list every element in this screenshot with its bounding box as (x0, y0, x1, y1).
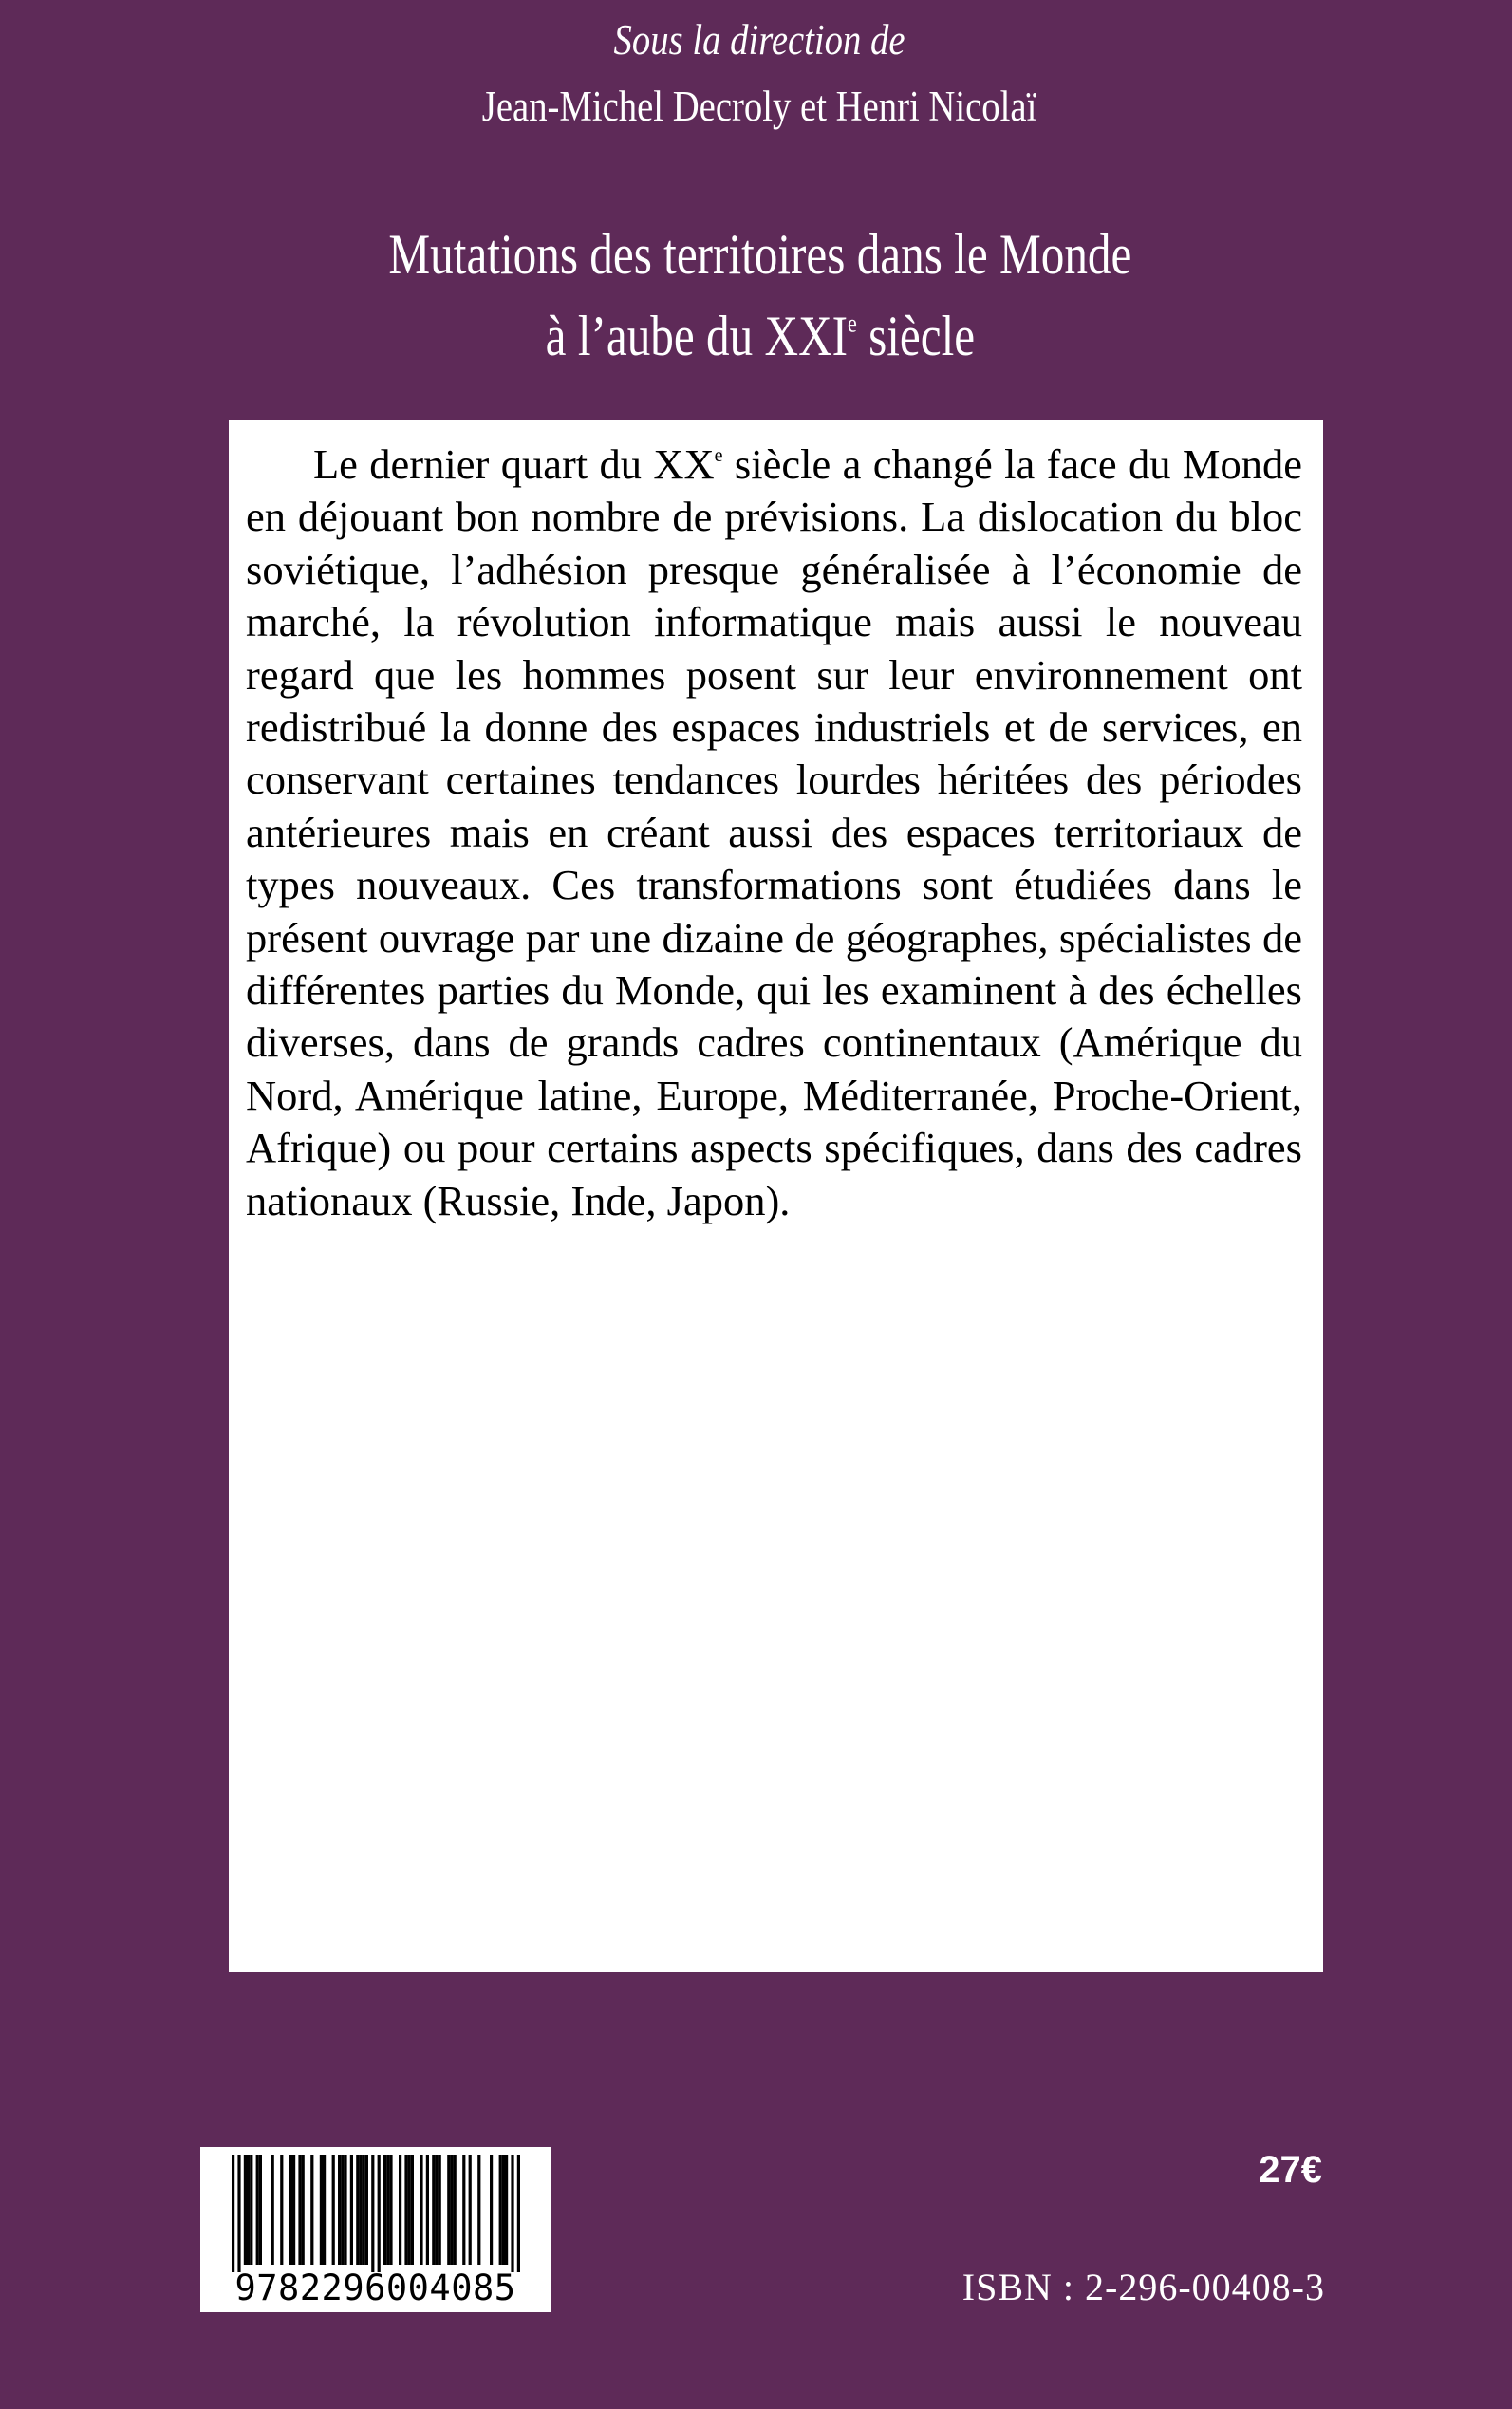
barcode-bar (344, 2155, 346, 2265)
blurb-start: Le dernier quart du XX (313, 440, 715, 488)
barcode-bar (259, 2155, 262, 2265)
isbn: ISBN : 2-296-00408-3 (961, 2266, 1325, 2308)
barcode-bar (411, 2155, 414, 2265)
barcode-bar (289, 2155, 292, 2265)
barcode-bar (298, 2155, 301, 2265)
barcode-bar (256, 2155, 259, 2265)
barcode-bar (499, 2155, 502, 2265)
barcode (200, 2147, 551, 2312)
barcode-bar (350, 2155, 353, 2265)
barcode-bar (502, 2155, 505, 2265)
barcode-bar (320, 2155, 323, 2265)
barcode-bar (511, 2155, 513, 2272)
title-superscript: e (847, 308, 857, 338)
barcode-bar (338, 2155, 341, 2265)
barcode-bar (408, 2155, 411, 2265)
book-title-line-2 (140, 305, 1380, 367)
barcode-bars (200, 2147, 551, 2272)
barcode-bar (454, 2155, 457, 2265)
barcode-bar (363, 2155, 365, 2265)
editors-names: Jean-Michel Decroly et Henri Nicolaï (481, 83, 1037, 130)
barcode-bar (426, 2155, 429, 2265)
barcode-bar (323, 2155, 326, 2265)
barcode-bar (237, 2155, 240, 2272)
barcode-bar (399, 2155, 401, 2265)
barcode-bar (420, 2155, 422, 2265)
barcode-bar (435, 2155, 438, 2265)
barcode-bar (280, 2155, 283, 2265)
barcode-bar (404, 2155, 407, 2265)
barcode-bar (469, 2155, 472, 2265)
title-text: à l’aube du XXI (545, 305, 848, 367)
barcode-bar (447, 2155, 450, 2265)
barcode-bar (389, 2155, 392, 2265)
barcode-bar (371, 2155, 374, 2272)
blurb-rest: siècle a changé la face du Monde en déjouant bon nombre de prévisions. La dislocation du bloc soviétique, l’adhésion presque généralisée à l’économie de marché, la révolution informatique mais aussi le nouveau regard que les hommes posent sur leur environnement ont redistribué la donne des espaces industriels et de services, en conservant certaines tendances lourdes héritées des périodes antérieures mais en créant aussi des espaces territoriaux de types nouveaux. Ces transformations sont étudiées dans le présent ouvrage par une dizaine de géographes, spécialistes de différentes parties du Monde, qui les examinent à des échelles diverses, dans de grands cadres continentaux (Amérique du Nord, Amérique latine, Europe, Méditerranée, Proche-Orient, Afrique) ou pour certains aspects spécifiques, dans des cadres nationaux (Russie, Inde, Japon). (246, 440, 1302, 1224)
barcode-bar (517, 2155, 520, 2272)
barcode-bar (232, 2155, 234, 2272)
barcode-bar (341, 2155, 344, 2265)
barcode-bar (310, 2155, 313, 2265)
barcode-bar (332, 2155, 335, 2265)
barcode-bar (432, 2155, 435, 2265)
book-title-line-1: Mutations des territoires dans le Monde (388, 223, 1132, 286)
barcode-bar (490, 2155, 493, 2265)
barcode-bar (477, 2155, 480, 2265)
barcode-bar (378, 2155, 381, 2272)
barcode-bar (244, 2155, 247, 2265)
barcode-bar (292, 2155, 295, 2265)
barcode-bar (450, 2155, 453, 2265)
blurb-text (246, 439, 1302, 1227)
barcode-bar (356, 2155, 359, 2265)
blurb-panel (229, 420, 1323, 1972)
barcode-bar (250, 2155, 252, 2265)
barcode-bar (439, 2155, 441, 2265)
editors-intro: Sous la direction de (613, 16, 905, 64)
barcode-bar (505, 2155, 508, 2265)
blurb-superscript: e (714, 444, 723, 466)
barcode-bar (383, 2155, 386, 2265)
barcode-bar (386, 2155, 389, 2265)
barcode-digits: 9782296004085 (234, 2268, 516, 2308)
barcode-bar (359, 2155, 362, 2265)
title-text-end: siècle (856, 305, 976, 367)
barcode-bar (462, 2155, 465, 2265)
barcode-bar (302, 2155, 305, 2265)
barcode-bar (365, 2155, 368, 2265)
price: 27€ (1259, 2149, 1322, 2191)
barcode-bar (271, 2155, 274, 2265)
barcode-bar (247, 2155, 250, 2265)
